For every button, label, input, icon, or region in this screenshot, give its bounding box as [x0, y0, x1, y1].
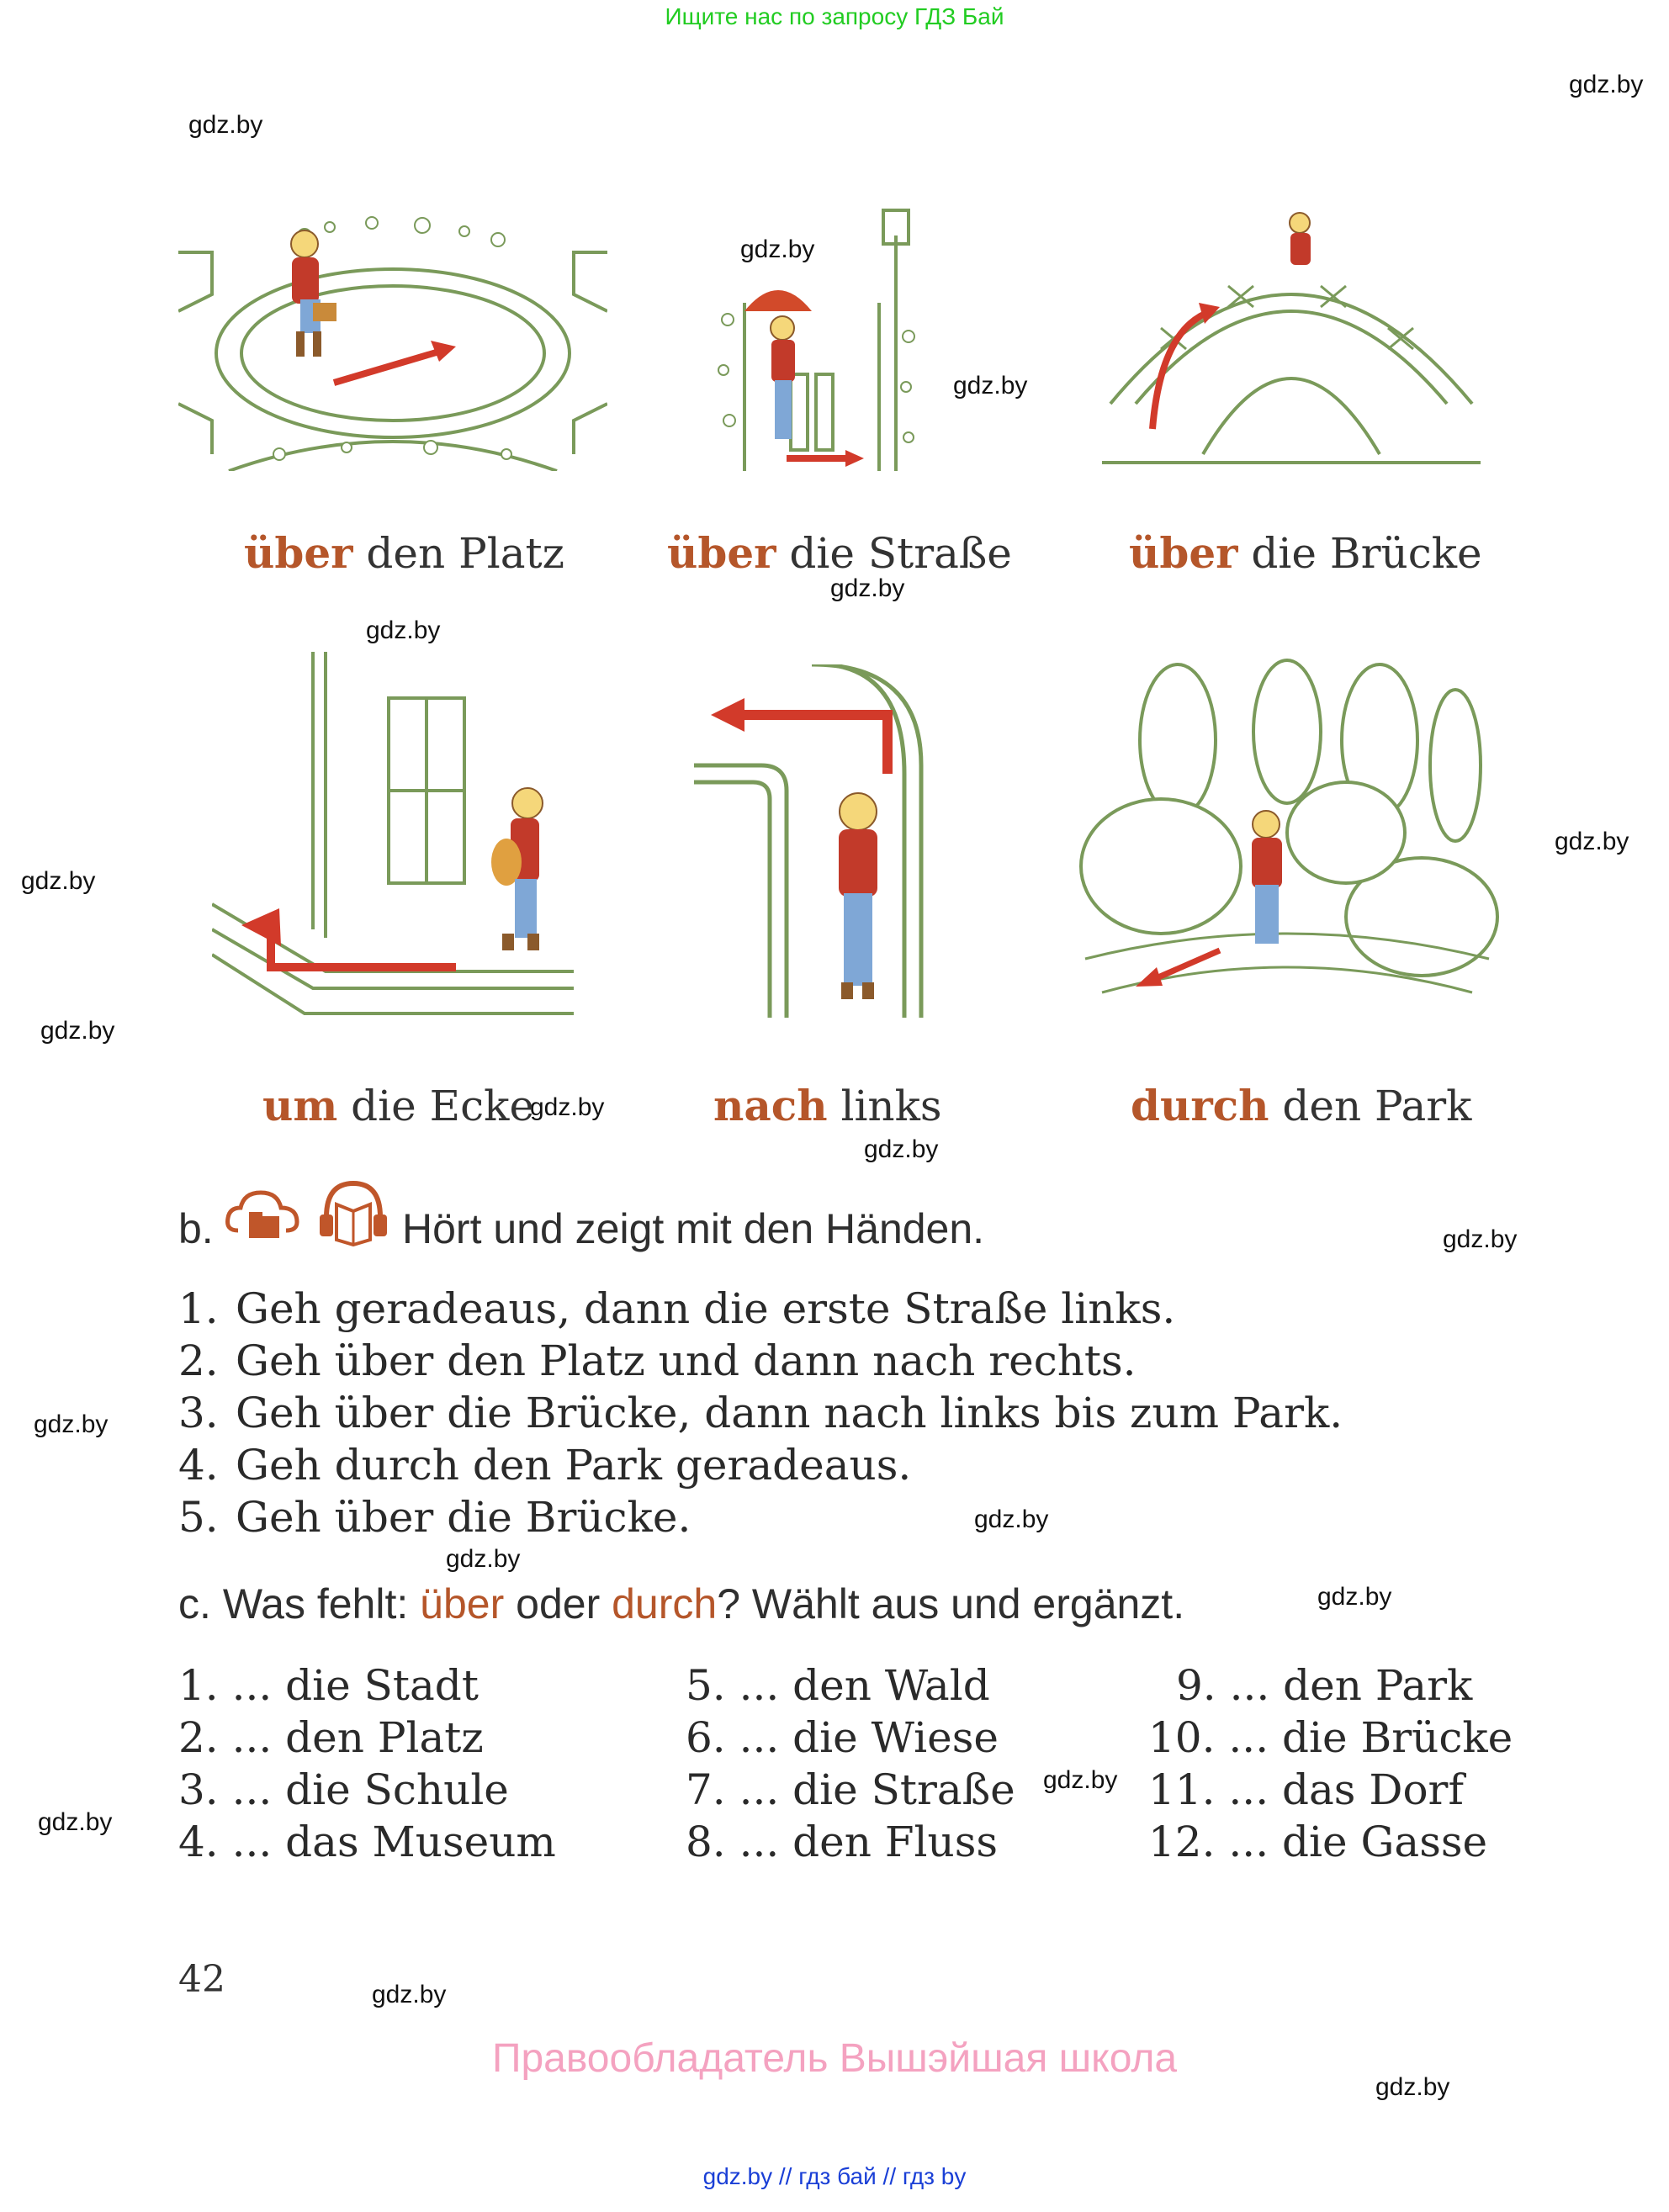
watermark: gdz.by — [1317, 1583, 1392, 1611]
cloud-folder-icon[interactable] — [225, 1184, 301, 1247]
section-c-title: c. Was fehlt: über oder durch? Wählt aus und ergänzt. — [178, 1580, 1185, 1627]
section-b-title: b. — [178, 1205, 214, 1252]
watermark: gdz.by — [446, 1545, 521, 1573]
caption-uber-platz: über den Platz — [244, 528, 564, 578]
caption-uber-bruecke: über die Brücke — [1129, 528, 1482, 578]
illustration-bridge — [1102, 202, 1481, 471]
illustration-park — [1068, 656, 1506, 1018]
footer-links[interactable]: gdz.by // гдз бай // гдз by — [702, 2163, 967, 2189]
caption-durch-park: durch den Park — [1131, 1081, 1472, 1130]
section-b-instruction: Hört und zeigt mit den Händen. — [402, 1205, 985, 1252]
watermark: gdz.by — [864, 1135, 939, 1163]
caption-nach-links: nach links — [713, 1081, 942, 1130]
list-item: 4. Geh durch den Park geradeaus. — [178, 1441, 912, 1490]
watermark: gdz.by — [1555, 828, 1629, 855]
watermark: gdz.by — [366, 617, 441, 644]
page-number: 42 — [178, 1958, 225, 2001]
list-item: 3. Geh über die Brücke, dann nach links bis zum Park. — [178, 1389, 1343, 1437]
watermark: gdz.by — [1043, 1766, 1118, 1794]
exercise-item: 7. ... die Straße — [686, 1765, 1015, 1814]
watermark: gdz.by — [38, 1808, 113, 1836]
watermark: gdz.by — [530, 1093, 605, 1121]
list-item: 1. Geh geradeaus, dann die erste Straße links. — [178, 1284, 1176, 1333]
exercise-item: 8. ... den Fluss — [686, 1818, 999, 1866]
exercise-item: 3. ... die Schule — [178, 1765, 509, 1814]
list-item: 2. Geh über den Platz und dann nach rechts. — [178, 1336, 1137, 1385]
watermark: gdz.by — [1443, 1225, 1518, 1253]
watermark: gdz.by — [1569, 71, 1644, 98]
watermark: gdz.by — [740, 235, 815, 263]
exercise-item: 4. ... das Museum — [178, 1818, 556, 1866]
caption-um-ecke: um die Ecke — [262, 1081, 535, 1130]
watermark: gdz.by — [953, 372, 1028, 400]
illustration-corner — [212, 652, 574, 1030]
exercise-item: 9. ... den Park — [1176, 1661, 1473, 1710]
watermark: gdz.by — [830, 574, 905, 602]
illustration-turn-left — [694, 664, 946, 1018]
watermark: gdz.by — [1375, 2073, 1450, 2101]
exercise-item: 6. ... die Wiese — [686, 1713, 999, 1762]
caption-uber-strasse: über die Straße — [667, 528, 1012, 578]
top-banner[interactable]: Ищите нас по запросу ГДЗ Бай — [665, 3, 1004, 29]
exercise-item: 2. ... den Platz — [178, 1713, 484, 1762]
illustration-square — [178, 202, 607, 471]
watermark: gdz.by — [974, 1506, 1049, 1533]
watermark: gdz.by — [188, 111, 263, 139]
copyright-holder: Правообладатель Вышэйшая школа — [491, 2036, 1178, 2081]
exercise-item: 5. ... den Wald — [686, 1661, 990, 1710]
illustration-street — [711, 202, 921, 471]
watermark: gdz.by — [40, 1017, 115, 1045]
watermark: gdz.by — [34, 1410, 109, 1438]
book-headphones-icon[interactable] — [311, 1179, 391, 1246]
list-item: 5. Geh über die Brücke. — [178, 1493, 691, 1542]
exercise-item: 12. ... die Gasse — [1148, 1818, 1488, 1866]
watermark: gdz.by — [21, 867, 96, 895]
exercise-item: 10. ... die Brücke — [1148, 1713, 1513, 1762]
watermark: gdz.by — [372, 1981, 447, 2008]
exercise-item: 11. ... das Dorf — [1148, 1765, 1464, 1814]
exercise-item: 1. ... die Stadt — [178, 1661, 479, 1710]
